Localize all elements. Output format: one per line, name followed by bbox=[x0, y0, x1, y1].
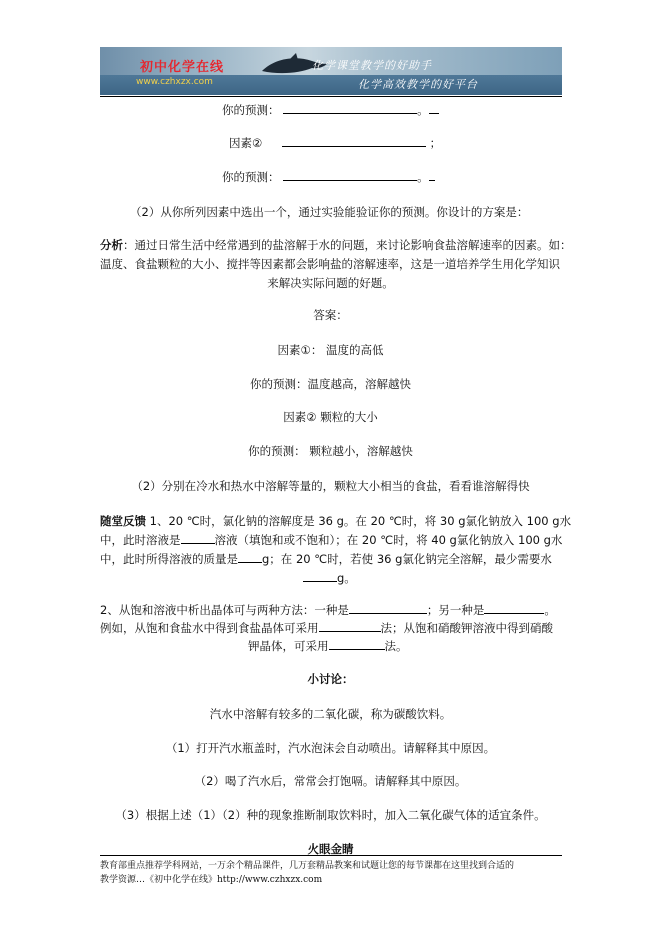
discussion-q3: （3）根据上述（1）（2）种的现象推断制取饮料时，加入二氧化碳气体的适宜条件。 bbox=[115, 808, 546, 822]
footer-text: 教学资源…《初中化学在线》 bbox=[100, 875, 218, 885]
analysis-line-2: 温度、食盐颗粒的大小、搅拌等因素都会影响盐的溶解速率，这是一道培养学生用化学知识 bbox=[100, 257, 560, 271]
answer-prediction-2: 你的预测： 颗粒越小，溶解越快 bbox=[248, 444, 413, 458]
prediction-label: 你的预测： bbox=[222, 103, 280, 117]
feedback-text: 溶液（填饱和或不饱和）；在 20 ℃时，将 40 g氯化钠放入 100 g水 bbox=[214, 533, 563, 547]
blank-field bbox=[282, 135, 426, 147]
answer-factor-1: 因素①： 温度的高低 bbox=[277, 343, 384, 357]
banner-slogan-2: 化学高效教学的好平台 bbox=[358, 78, 478, 91]
discussion-q1: （1）打开汽水瓶盖时，汽水泡沫会自动喷出。请解释其中原因。 bbox=[165, 741, 496, 755]
analysis-line-1 bbox=[100, 237, 572, 253]
discussion-intro: 汽水中溶解有较多的二氧化碳，称为碳酸饮料。 bbox=[209, 707, 452, 721]
feedback-line-3 bbox=[100, 551, 552, 567]
crystal-line-3 bbox=[248, 638, 408, 654]
header-banner bbox=[100, 47, 562, 95]
discussion-title: 小讨论： bbox=[307, 672, 354, 686]
prediction-line-1: 你的预测： 。 bbox=[222, 102, 439, 118]
footer-link[interactable]: http://www.czhxzx.com bbox=[217, 875, 323, 885]
feedback-label: 随堂反馈 bbox=[100, 514, 146, 528]
blank-field bbox=[484, 602, 544, 614]
crystal-line-2 bbox=[100, 620, 553, 636]
feedback-line-2 bbox=[100, 532, 562, 548]
banner-url: www.czhxzx.com bbox=[136, 77, 213, 87]
crystal-text: 。 bbox=[544, 603, 556, 617]
crystal-text: 2、从饱和溶液中析出晶体可与两种方法：一种是 bbox=[100, 603, 349, 617]
feedback-text: 中，此时溶液是 bbox=[100, 533, 181, 547]
prediction-line-2: 你的预测： 。 bbox=[222, 169, 435, 185]
blank-field bbox=[429, 102, 439, 114]
footer-line-1: 教育部重点推荐学科网站，一万余个精品课件，几万套精品教案和试题让您的每节课都在这里找到合适的 bbox=[100, 861, 515, 871]
crystal-text: 法；从饱和硝酸钾溶液中得到硝酸 bbox=[380, 621, 553, 635]
factor2-line: 因素② ； bbox=[229, 136, 442, 150]
blank-field bbox=[329, 638, 385, 650]
answer-factor-2: 因素② 颗粒的大小 bbox=[283, 410, 378, 424]
footer-line-2 bbox=[100, 872, 322, 885]
feedback-text: g；在 20 ℃时，若使 36 g氯化钠完全溶解，最少需要水 bbox=[262, 552, 552, 566]
crystal-line-1 bbox=[100, 602, 556, 618]
answer-title: 答案： bbox=[313, 308, 348, 322]
banner-slogan-1: 化学课堂教学的好助手 bbox=[312, 59, 432, 72]
footer-title: 火眼金睛 bbox=[307, 842, 354, 856]
feedback-text: g。 bbox=[337, 571, 356, 585]
blank-field bbox=[283, 102, 417, 114]
crystal-text: 法。 bbox=[384, 639, 408, 653]
blank-field bbox=[181, 532, 215, 544]
footer-rule bbox=[100, 855, 562, 856]
crystal-text: ；另一种是 bbox=[426, 603, 485, 617]
feedback-line-4 bbox=[303, 570, 356, 586]
blank-field bbox=[319, 620, 381, 632]
part2-question: （2）从你所列因素中选出一个，通过实验能验证你的预测。你设计的方案是： bbox=[130, 205, 529, 219]
blank-field bbox=[238, 551, 262, 563]
crystal-text: 钾晶体，可采用 bbox=[248, 639, 329, 653]
analysis-label: 分析 bbox=[100, 238, 123, 252]
discussion-q2: （2）喝了汽水后，常常会打饱嗝。请解释其中原因。 bbox=[194, 774, 467, 788]
prediction-label: 你的预测： bbox=[222, 170, 280, 184]
feedback-line-1 bbox=[100, 513, 571, 529]
crystal-text: 例如，从饱和食盐水中得到食盐晶体可采用 bbox=[100, 621, 319, 635]
analysis-line-3: 来解决实际问题的好题。 bbox=[267, 276, 394, 290]
blank-field bbox=[283, 169, 417, 181]
feedback-text: 中，此时所得溶液的质量是 bbox=[100, 552, 238, 566]
analysis-text: ：通过日常生活中经常遇到的盐溶解于水的问题，来讨论影响食盐溶解速率的因素。如： bbox=[123, 238, 572, 252]
answer-prediction-1: 你的预测：温度越高，溶解越快 bbox=[250, 377, 411, 391]
blank-field bbox=[349, 602, 427, 614]
blank-field bbox=[429, 169, 435, 181]
banner-brand: 初中化学在线 bbox=[140, 60, 225, 75]
blank-field bbox=[303, 570, 337, 582]
answer-plan: （2）分别在冷水和热水中溶解等量的，颗粒大小相当的食盐，看看谁溶解得快 bbox=[131, 479, 530, 493]
factor2-label: 因素② bbox=[229, 136, 263, 150]
feedback-text: 1、20 ℃时，氯化钠的溶解度是 36 g。在 20 ℃时，将 30 g氯化钠放入 100 g水 bbox=[149, 514, 572, 528]
header-rule bbox=[100, 96, 562, 97]
